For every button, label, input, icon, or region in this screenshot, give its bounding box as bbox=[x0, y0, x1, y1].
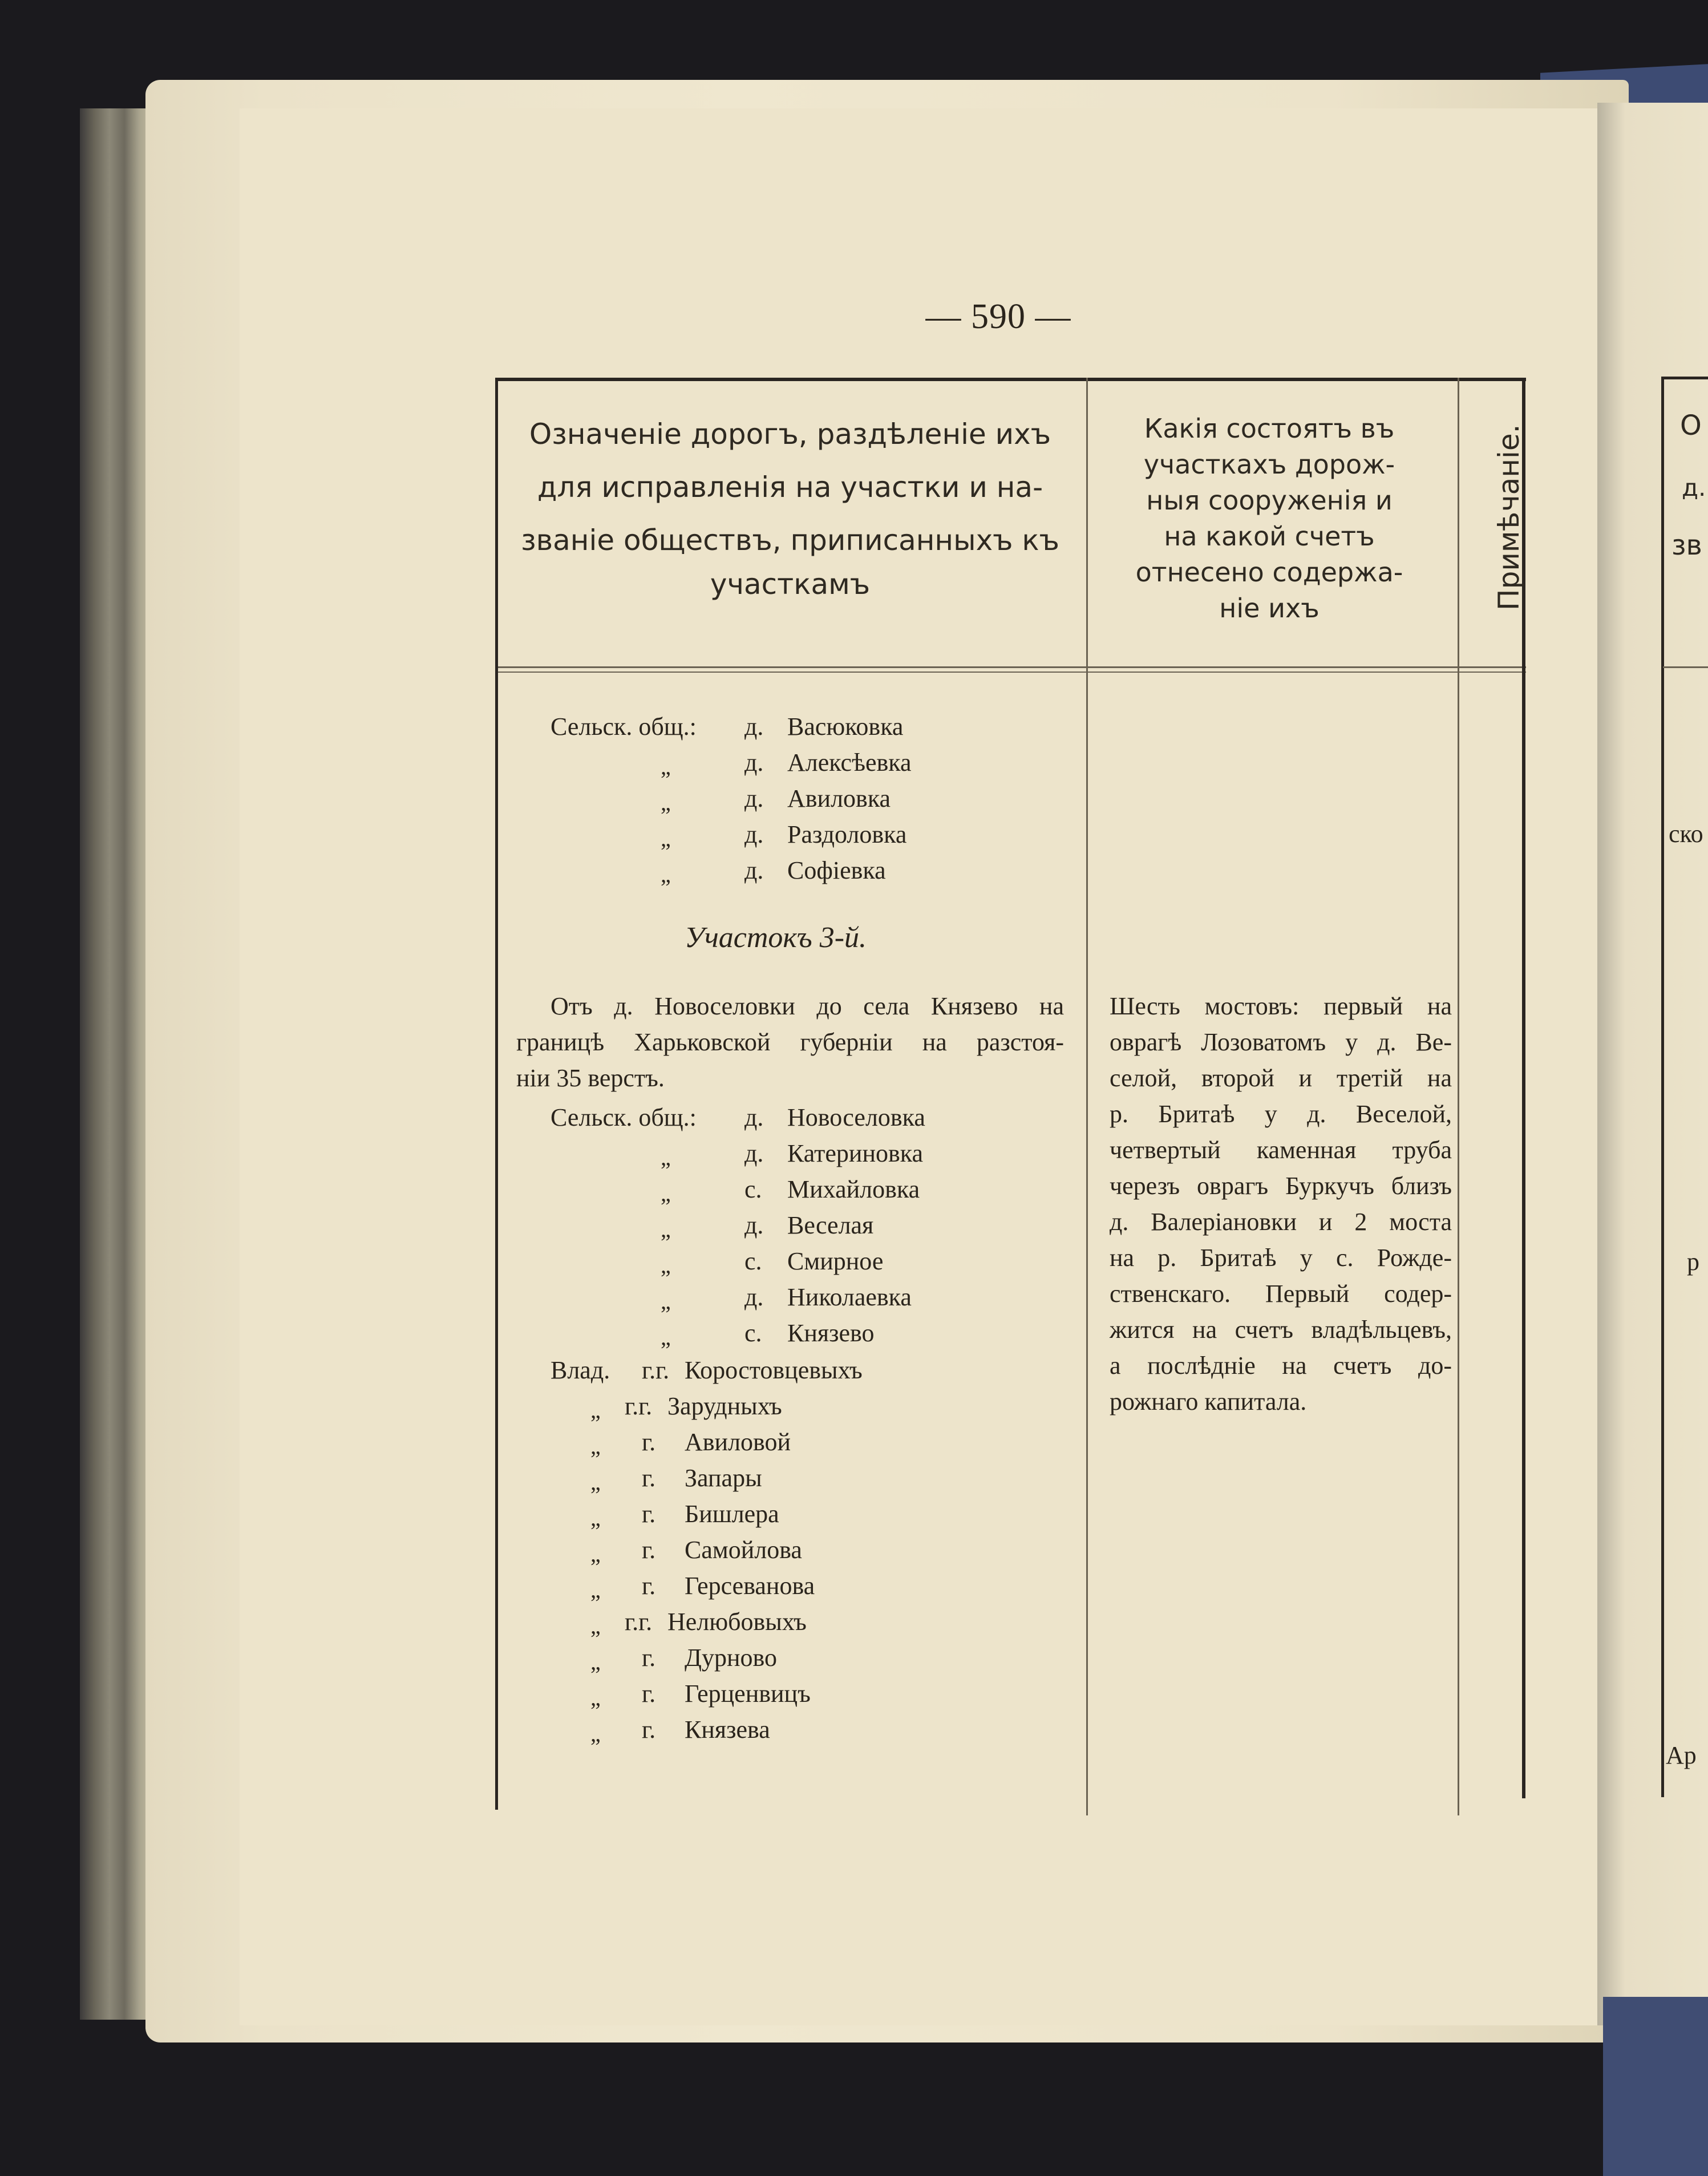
header-column-roads: Означеніе дорогъ, раздѣленіе ихъ для исправленія на участки и на- званіе обществъ, приписанныхъ къ участкамъ bbox=[521, 418, 1059, 601]
list-type: г. bbox=[642, 1716, 656, 1744]
section-title: Участокъ 3-й. bbox=[685, 921, 867, 954]
page-number: — 590 — bbox=[925, 297, 1071, 336]
ditto-mark: „ bbox=[661, 790, 671, 815]
list-item: Князево bbox=[787, 1319, 875, 1347]
cover-bottom bbox=[1603, 1997, 1708, 2176]
structures-line: на р. Бритаѣ у с. Рожде- bbox=[1110, 1244, 1452, 1272]
list-type: г. bbox=[642, 1500, 656, 1528]
ditto-mark: „ bbox=[661, 861, 671, 887]
fragment: р bbox=[1687, 1248, 1699, 1276]
next-page-left-border bbox=[1661, 377, 1664, 1797]
fragment: ско bbox=[1669, 820, 1703, 848]
owners-prefix: Влад. bbox=[551, 1356, 610, 1384]
ditto-mark: „ bbox=[590, 1505, 601, 1531]
list-item: Авиловой bbox=[685, 1428, 791, 1456]
list-type: г.г. bbox=[625, 1392, 653, 1420]
route-line: Отъ д. Новоселовки до села Князево на bbox=[551, 992, 1064, 1020]
list-type: д. bbox=[744, 1103, 764, 1131]
ditto-mark: „ bbox=[590, 1433, 601, 1459]
list-type: д. bbox=[744, 713, 764, 741]
structures-line: рожнаго капитала. bbox=[1110, 1388, 1307, 1415]
structures-line: д. Валеріановки и 2 моста bbox=[1110, 1208, 1452, 1236]
list-type: д. bbox=[744, 820, 764, 848]
fragment: О bbox=[1680, 410, 1702, 442]
ditto-mark: „ bbox=[590, 1541, 601, 1567]
list-type: с. bbox=[744, 1175, 762, 1203]
list-item: Самойлова bbox=[685, 1536, 802, 1564]
header-column-structures: Какія состоятъ въ участкахъ дорож- ныя сооруженія и на какой счетъ отнесено содержа- ніе ихъ bbox=[1135, 413, 1403, 624]
ditto-mark: „ bbox=[661, 754, 671, 779]
list-type: д. bbox=[744, 1283, 764, 1311]
list-item: Запары bbox=[685, 1464, 762, 1492]
list-item: Герсеванова bbox=[685, 1572, 815, 1600]
structures-line: ственскаго. Первый содер- bbox=[1110, 1280, 1452, 1308]
ditto-mark: „ bbox=[590, 1685, 601, 1710]
list-type: г. bbox=[642, 1536, 656, 1564]
table-top-rule bbox=[496, 378, 1526, 381]
list-item: Бишлера bbox=[685, 1500, 779, 1528]
list-type: г. bbox=[642, 1428, 656, 1456]
header-rule bbox=[496, 666, 1526, 668]
route-line: границѣ Харьковской губерніи на разстоя- bbox=[516, 1028, 1064, 1056]
ditto-mark: „ bbox=[590, 1613, 601, 1639]
list-type: г.г. bbox=[625, 1608, 653, 1636]
society-prefix: Сельск. общ.: bbox=[551, 713, 697, 741]
list-type: г. bbox=[642, 1464, 656, 1492]
list-type: д. bbox=[744, 784, 764, 812]
structures-line: четвертый каменная труба bbox=[1110, 1136, 1452, 1164]
list-type: г. bbox=[642, 1680, 656, 1708]
ditto-mark: „ bbox=[590, 1721, 601, 1746]
ditto-mark: „ bbox=[661, 1288, 671, 1314]
route-line: ніи 35 верстъ. bbox=[516, 1064, 665, 1092]
column-divider-2 bbox=[1458, 378, 1459, 1815]
list-item: Раздоловка bbox=[787, 820, 907, 848]
list-type: с. bbox=[744, 1247, 762, 1275]
list-item: Авиловка bbox=[787, 784, 891, 812]
list-type: г.г. bbox=[642, 1356, 670, 1384]
list-item: Зарудныхъ bbox=[667, 1392, 782, 1420]
list-type: д. bbox=[744, 1211, 764, 1239]
book-edge bbox=[80, 108, 154, 2020]
ditto-mark: „ bbox=[590, 1469, 601, 1495]
list-item: Герценвицъ bbox=[685, 1680, 811, 1708]
list-type: г. bbox=[642, 1644, 656, 1672]
structures-line: р. Бритаѣ у д. Веселой, bbox=[1110, 1100, 1452, 1128]
fragment: зв bbox=[1671, 529, 1702, 561]
ditto-mark: „ bbox=[661, 1180, 671, 1206]
list-item: Софіевка bbox=[787, 856, 886, 884]
list-item: Васюковка bbox=[787, 713, 904, 741]
list-item: Николаевка bbox=[787, 1283, 912, 1311]
list-type: д. bbox=[744, 749, 764, 776]
ditto-mark: „ bbox=[661, 1252, 671, 1278]
list-type: с. bbox=[744, 1319, 762, 1347]
structures-line: оврагѣ Лозоватомъ у д. Ве- bbox=[1110, 1028, 1452, 1056]
header-rule-2 bbox=[496, 672, 1526, 673]
list-item: Михайловка bbox=[787, 1175, 920, 1203]
ditto-mark: „ bbox=[590, 1649, 601, 1675]
structures-line: черезъ оврагъ Буркучъ близъ bbox=[1110, 1172, 1452, 1200]
society-prefix: Сельск. общ.: bbox=[551, 1103, 697, 1131]
list-item: Коростовцевыхъ bbox=[685, 1356, 863, 1384]
list-type: г. bbox=[642, 1572, 656, 1600]
ditto-mark: „ bbox=[590, 1397, 601, 1423]
list-type: д. bbox=[744, 1139, 764, 1167]
list-item: Смирное bbox=[787, 1247, 884, 1275]
ditto-mark: „ bbox=[661, 826, 671, 851]
list-type: д. bbox=[744, 856, 764, 884]
next-page-top-rule bbox=[1663, 377, 1708, 379]
structures-line: селой, второй и третій на bbox=[1110, 1064, 1452, 1092]
list-item: Алексѣевка bbox=[787, 749, 912, 776]
header-column-notes: Примѣчаніе. bbox=[1492, 424, 1525, 610]
fragment: д. bbox=[1682, 474, 1706, 501]
fragment: Ар bbox=[1666, 1741, 1697, 1769]
list-item: Нелюбовыхъ bbox=[667, 1608, 807, 1636]
structures-line: а послѣдніе на счетъ до- bbox=[1110, 1352, 1452, 1380]
list-item: Новоселовка bbox=[787, 1103, 925, 1131]
ditto-mark: „ bbox=[661, 1216, 671, 1242]
list-item: Князева bbox=[685, 1716, 770, 1744]
list-item: Дурново bbox=[685, 1644, 778, 1672]
list-item: Веселая bbox=[787, 1211, 874, 1239]
next-page-header-rule bbox=[1663, 666, 1708, 668]
structures-line: жится на счетъ владѣльцевъ, bbox=[1110, 1316, 1452, 1344]
ditto-mark: „ bbox=[590, 1577, 601, 1603]
ditto-mark: „ bbox=[661, 1144, 671, 1170]
list-item: Катериновка bbox=[787, 1139, 924, 1167]
structures-line: Шесть мостовъ: первый на bbox=[1110, 992, 1452, 1020]
ditto-mark: „ bbox=[661, 1324, 671, 1350]
